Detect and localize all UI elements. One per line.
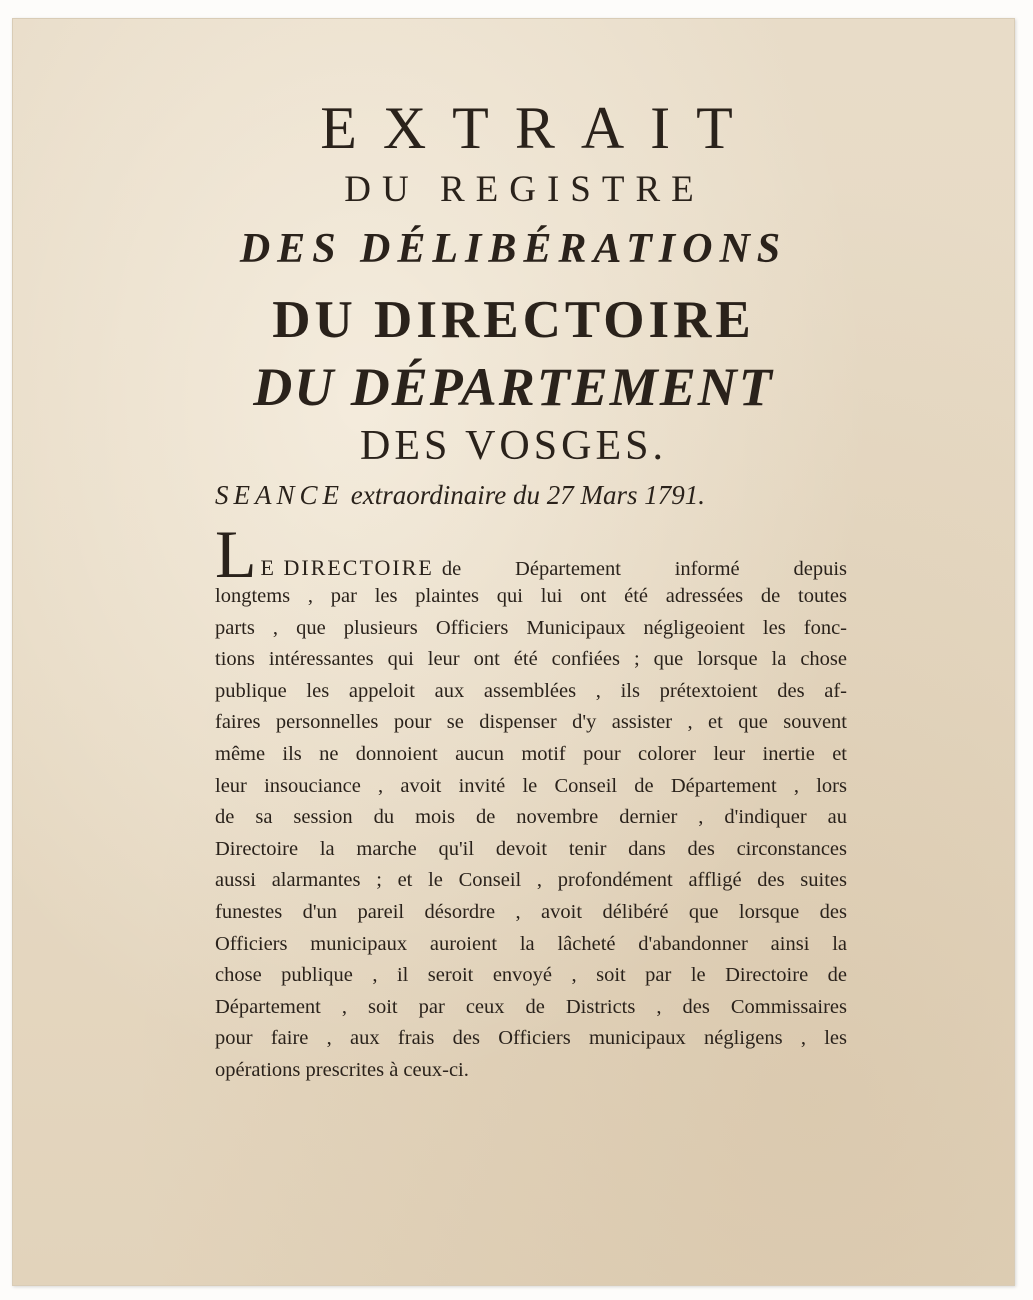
drop-cap: L [215,516,257,592]
text-line: chose publique , il seroit envoyé , soit par le Directoire de [215,964,847,987]
document-sheet [12,18,1015,1286]
first-line [215,516,847,592]
session-label: SEANCE [215,480,344,510]
text-line: même ils ne donnoient aucun motif pour colorer leur inertie et [215,742,847,765]
session-text: extraordinaire du 27 Mars 1791. [350,480,705,510]
text-line: parts , que plusieurs Officiers Municipaux négligeoient les fonc- [215,616,847,639]
text-line: aussi alarmantes ; et le Conseil , profondément affligé des suites [215,869,847,892]
session-heading [215,480,855,511]
title-des-deliberations: DES DÉLIBÉRATIONS [239,226,788,272]
title-extrait: EXTRAIT [320,95,759,161]
title-du-directoire: DU DIRECTOIRE [272,291,755,349]
body-text [215,518,847,1087]
title-du-registre: DU REGISTRE [344,169,705,210]
text-line: Département , soit par ceux de Districts , des Commissaires [215,995,847,1018]
title-du-departement: DU DÉPARTEMENT [253,357,774,417]
lead-words: E DIRECTOIRE [260,555,434,580]
text-line: funestes d'un pareil désordre , avoit délibéré que lorsque des [215,900,847,923]
text-line: Officiers municipaux auroient la lâcheté d'abandonner ainsi la [215,932,847,955]
paragraph-lines [215,581,847,1087]
title-des-vosges: DES VOSGES. [360,423,667,469]
text-line: pour faire , aux frais des Officiers municipaux négligens , les [215,1027,847,1050]
text-line: Directoire la marche qu'il devoit tenir dans des circonstances [215,837,847,860]
text-line: de sa session du mois de novembre dernier , d'indiquer au [215,806,847,829]
text-line: opérations prescrites à ceux-ci. [215,1058,469,1081]
first-line-rest: de Département informé depuis [441,558,847,580]
text-line: publique les appeloit aux assemblées , ils prétextoient des af- [215,679,847,702]
text-line: leur insouciance , avoit invité le Conseil de Département , lors [215,774,847,797]
text-line: longtems , par les plaintes qui lui ont été adressées de toutes [215,585,847,607]
text-line: faires personnelles pour se dispenser d'y assister , et que souvent [215,711,847,734]
text-line: tions intéressantes qui leur ont été confiées ; que lorsque la chose [215,648,847,671]
